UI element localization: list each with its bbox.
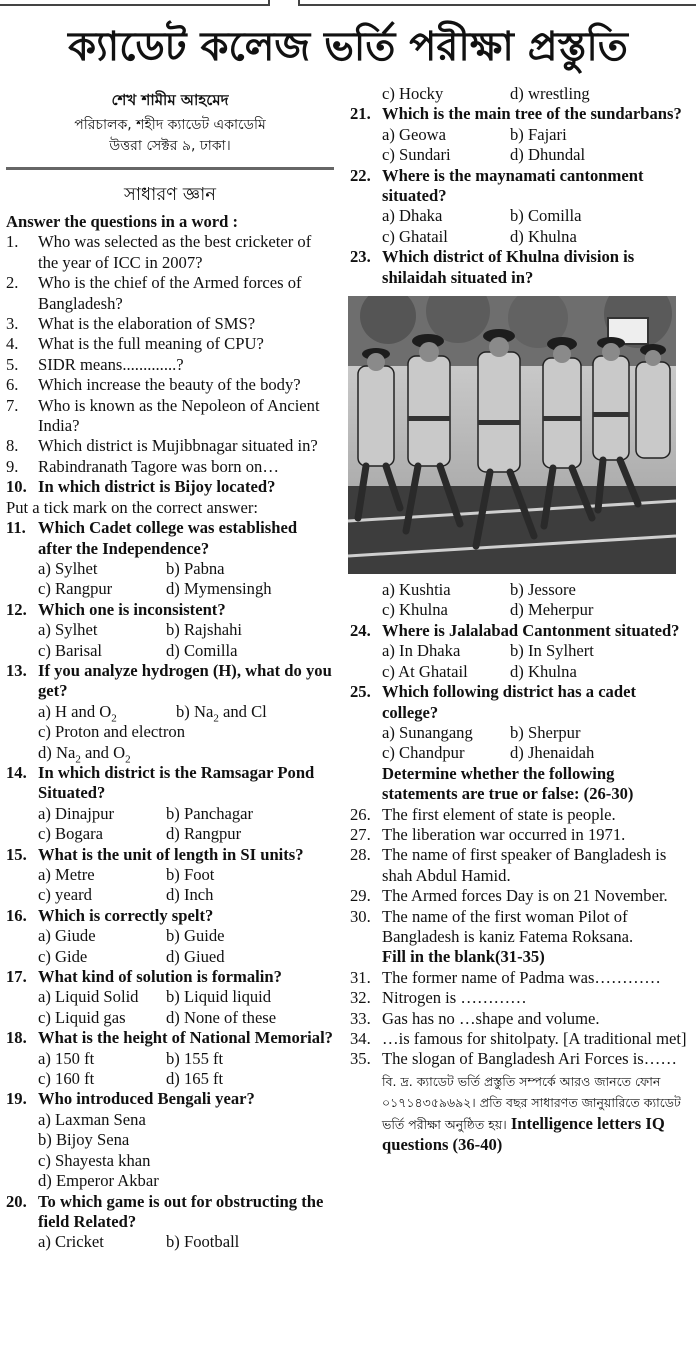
question-10: 10. In which district is Bijoy located?	[6, 477, 276, 497]
question-9: 9. Rabindranath Tagore was born on…	[6, 456, 279, 476]
left-column	[6, 90, 334, 1253]
question-32: 32. Nitrogen is …………	[350, 988, 527, 1008]
page-title: ক্যাডেট কলেজ ভর্তি পরীক্ষা প্রস্তুতি	[68, 24, 628, 70]
section-heading: Put a tick mark on the correct answer:	[6, 497, 259, 517]
question-16: 16. Which is correctly spelt? a) Giude b) Guide c) Gide d) Giued	[6, 905, 225, 966]
author-block	[6, 90, 334, 157]
question-34: 34. …is famous for shitolpaty. [A traditional met]	[350, 1029, 687, 1048]
question-28: 28. The name of first speaker of Bangladesh is shah Abdul Hamid.	[350, 845, 667, 885]
section-heading: Fill in the blank(31-35)	[382, 947, 545, 967]
cadets-parade-photo	[348, 296, 676, 574]
question-8: 8. Which district is Mujibbnagar situated in?	[6, 436, 318, 456]
top-rule	[0, 0, 696, 6]
question-20-options: c) Hocky d) wrestling	[382, 84, 590, 103]
question-19: 19. Who introduced Bengali year? a) Laxman Sena b) Bijoy Sena c) Shayesta khan d) Emperor Akbar	[6, 1089, 255, 1191]
question-12: 12. Which one is inconsistent? a) Sylhet b) Rajshahi c) Barisal d) Comilla	[6, 599, 243, 660]
question-14: 14. In which district is the Ramsagar Pond Situated? a) Dinajpur b) Panchagar c) Bogara d) Rangpur	[6, 762, 315, 844]
section-heading: Determine whether the following statements are true or false: (26-30)	[382, 763, 634, 804]
question-17: 17. What kind of solution is formalin? a) Liquid Solid b) Liquid liquid c) Liquid gas d) None of these	[6, 967, 282, 1027]
author-address: উত্তরা সেক্টর ৯, ঢাকা।	[109, 138, 231, 154]
question-33: 33. Gas has no …shape and volume.	[350, 1008, 600, 1028]
question-15: 15. What is the unit of length in SI units? a) Metre b) Foot c) yeard d) Inch	[6, 844, 304, 905]
question-25: 25. Which following district has a cadet college? a) Sunangang b) Sherpur c) Chandpur d) Jhenaidah	[350, 682, 636, 763]
question-31: 31. The former name of Padma was…………	[350, 967, 661, 987]
question-7: 7. Who is known as the Nepoleon of Ancient India?	[6, 395, 320, 436]
question-13: 13. If you analyze hydrogen (H), what do you get? a) H and $O_2$ b) $Na_2$ and Cl c) Proton and electron d) $Na_2$ and $O_2$	[6, 660, 332, 765]
subject-heading: সাধারণ জ্ঞান	[123, 184, 217, 205]
section-heading: Answer the questions in a word :	[6, 212, 239, 231]
question-11: 11. Which Cadet college was established after the Independence? a) Sylhet b) Pabna c) Rangpur d) Mymensingh	[6, 518, 298, 599]
right-column	[350, 84, 690, 1155]
divider	[6, 167, 334, 170]
question-20: 20. To which game is out for obstructing the field Related? a) Cricket b) Football	[6, 1191, 324, 1252]
question-2: 2. Who is the chief of the Armed forces of Bangladesh?	[6, 273, 302, 313]
editor-note: বি. দ্র. ক্যাডেট ভর্তি প্রস্তুতি সম্পর্কে আরও জানতে ফোন ০১৭১৪৩৫৯৬৯২। প্রতি বছর সাধারণত জানুয়ারিতে ক্যাডেট ভর্তি পরীক্ষা অনুষ্ঠিত হয়।	[382, 1073, 681, 1132]
question-35: 35. The slogan of Bangladesh Ari Forces is…… বি. দ্র. ক্যাডেট ভর্তি প্রস্তুতি সম্পর্কে আরও জানতে ফোন ০১৭১৪৩৫৯৬৯২। প্রতি বছর সাধারণত জানুয়ারিতে ক্যাডেট ভর্তি পরীক্ষা অনুষ্ঠিত হয়। Intelligence letters IQ questions (36-40)	[350, 1049, 681, 1155]
question-6: 6. Which increase the beauty of the body?	[6, 375, 301, 395]
question-24: 24. Where is Jalalabad Cantonment situated? a) In Dhaka b) In Sylhert c) At Ghatail d) Khulna	[350, 620, 680, 681]
question-3: 3. What is the elaboration of SMS?	[6, 314, 256, 334]
author-title: পরিচালক, শহীদ ক্যাডেট একাডেমি	[74, 117, 266, 133]
question-5: 5. SIDR means.............?	[6, 354, 184, 374]
question-4: 4. What is the full meaning of CPU?	[6, 334, 264, 354]
question-23: 23. Which district of Khulna division is shilaidah situated in?	[350, 247, 635, 287]
question-30: 30. The name of the first woman Pilot of Bangladesh is kaniz Fatema Roksana.	[350, 906, 634, 946]
question-22: 22. Where is the maynamati cantonment situated? a) Dhaka b) Comilla c) Ghatail d) Khulna	[350, 165, 644, 246]
author-name: শেখ শামীম আহমেদ	[111, 91, 229, 109]
question-29: 29. The Armed forces Day is on 21 November.	[350, 886, 668, 906]
question-23-options: a) Kushtia b) Jessore c) Khulna d) Meherpur	[382, 580, 594, 620]
question-26: 26. The first element of state is people.	[350, 804, 616, 824]
question-27: 27. The liberation war occurred in 1971.	[350, 824, 626, 844]
question-18: 18. What is the height of National Memorial? a) 150 ft b) 155 ft c) 160 ft d) 165 ft	[6, 1028, 333, 1089]
question-1: 1. Who was selected as the best cricketer of the year of ICC in 2007?	[6, 232, 312, 272]
section-heading: Intelligence letters IQ questions (36-40)	[382, 1113, 665, 1155]
question-21: 21. Which is the main tree of the sundarbans? a) Geowa b) Fajari c) Sundari d) Dhundal	[350, 104, 682, 165]
